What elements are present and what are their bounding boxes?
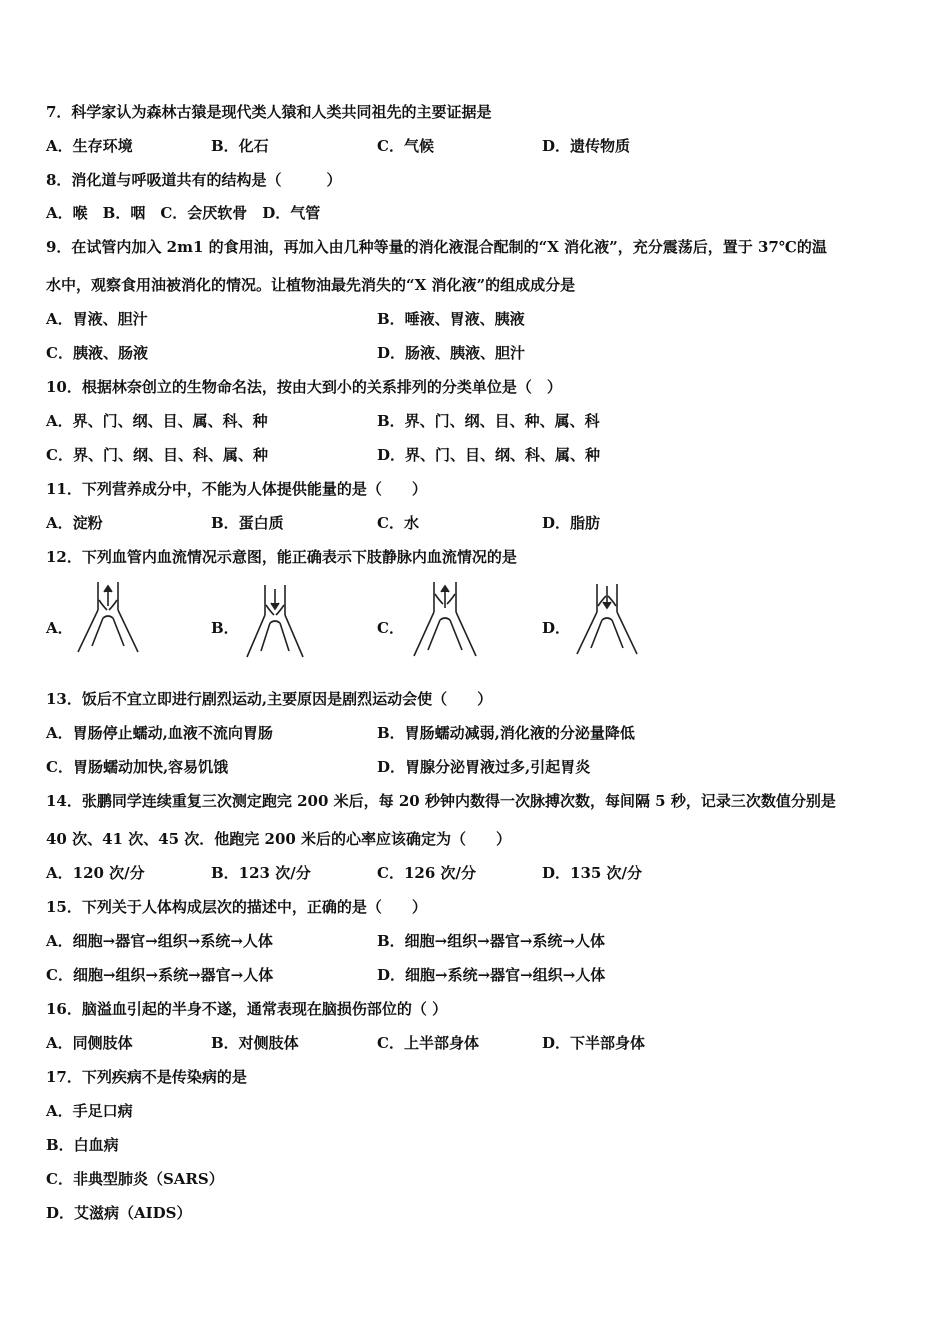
question-7-stem: 7．科学家认为森林古猿是现代类人猿和人类共同祖先的主要证据是 [46,103,492,121]
question-12-option-c[interactable]: C． [377,619,404,637]
question-7-option-a[interactable]: A．生存环境 [46,137,133,155]
question-14-stem-line-2: 40 次、41 次、45 次．他跑完 200 米后的心率应该确定为（ ） [46,830,512,848]
question-7-option-d[interactable]: D．遗传物质 [542,137,631,155]
question-16-option-c[interactable]: C．上半部身体 [377,1034,479,1052]
question-8-options[interactable]: A．喉 B．咽 C．会厌软骨 D．气管 [46,204,321,222]
question-15-stem: 15．下列关于人体构成层次的描述中，正确的是（ ） [46,898,427,916]
question-9-option-a[interactable]: A．胃液、胆汁 [46,310,148,328]
question-7-option-b[interactable]: B．化石 [211,137,269,155]
question-13-option-d[interactable]: D．胃腺分泌胃液过多,引起胃炎 [377,758,591,776]
question-10-option-c[interactable]: C．界、门、纲、目、科、属、种 [46,446,268,464]
question-17-stem: 17．下列疾病不是传染病的是 [46,1068,247,1086]
question-9-stem-line-1: 9．在试管内加入 2m1 的食用油，再加入由几种等量的消化液混合配制的“X 消化液”，充分震荡后，置于 37℃的温 [46,238,827,256]
question-16-option-b[interactable]: B．对侧肢体 [211,1034,299,1052]
question-12-option-d[interactable]: D． [542,619,571,637]
question-15-option-c[interactable]: C．细胞→组织→系统→器官→人体 [46,966,274,984]
question-14-stem-line-1: 14．张鹏同学连续重复三次测定跑完 200 米后，每 20 秒钟内数得一次脉搏次数，每间隔 5 秒，记录三次数值分别是 [46,792,836,810]
vessel-diagram-c [412,582,478,660]
question-13-option-a[interactable]: A．胃肠停止蠕动,血液不流向胃肠 [46,724,273,742]
question-10-option-b[interactable]: B．界、门、纲、目、种、属、科 [377,412,600,430]
question-16-option-d[interactable]: D．下半部身体 [542,1034,646,1052]
question-11-option-b[interactable]: B．蛋白质 [211,514,284,532]
question-17-option-a[interactable]: A．手足口病 [46,1102,133,1120]
question-12-option-a[interactable]: A． [46,619,73,637]
question-12-option-b[interactable]: B． [211,619,239,637]
question-16-stem: 16．脑溢血引起的半身不遂，通常表现在脑损伤部位的（ ） [46,1000,448,1018]
question-15-option-b[interactable]: B．细胞→组织→器官→系统→人体 [377,932,605,950]
question-11-option-d[interactable]: D．脂肪 [542,514,601,532]
question-13-option-b[interactable]: B．胃肠蠕动减弱,消化液的分泌量降低 [377,724,635,742]
question-7-option-c[interactable]: C．气候 [377,137,434,155]
question-13-stem: 13．饭后不宜立即进行剧烈运动,主要原因是剧烈运动会使（ ） [46,690,493,708]
question-9-option-b[interactable]: B．唾液、胃液、胰液 [377,310,525,328]
question-17-option-c[interactable]: C．非典型肺炎（SARS） [46,1170,224,1188]
vessel-diagram-b [243,585,307,659]
question-14-option-c[interactable]: C．126 次/分 [377,864,476,882]
question-10-option-a[interactable]: A．界、门、纲、目、属、科、种 [46,412,268,430]
vessel-diagram-a [76,582,140,656]
question-9-stem-line-2: 水中，观察食用油被消化的情况。让植物油最先消失的“X 消化液”的组成成分是 [46,276,576,294]
question-10-option-d[interactable]: D．界、门、目、纲、科、属、种 [377,446,601,464]
vessel-diagram-d [575,584,639,658]
question-17-option-d[interactable]: D．艾滋病（AIDS） [46,1204,192,1222]
question-16-option-a[interactable]: A．同侧肢体 [46,1034,133,1052]
question-13-option-c[interactable]: C．胃肠蠕动加快,容易饥饿 [46,758,229,776]
question-11-option-c[interactable]: C．水 [377,514,419,532]
question-12-stem: 12．下列血管内血流情况示意图，能正确表示下肢静脉内血流情况的是 [46,548,517,566]
question-15-option-d[interactable]: D．细胞→系统→器官→组织→人体 [377,966,606,984]
question-14-option-b[interactable]: B．123 次/分 [211,864,311,882]
question-9-option-d[interactable]: D．肠液、胰液、胆汁 [377,344,526,362]
question-14-option-d[interactable]: D．135 次/分 [542,864,643,882]
question-8-stem: 8．消化道与呼吸道共有的结构是（ ） [46,171,342,189]
question-10-stem: 10．根据林奈创立的生物命名法，按由大到小的关系排列的分类单位是（ ） [46,378,562,396]
question-9-option-c[interactable]: C．胰液、肠液 [46,344,148,362]
question-17-option-b[interactable]: B．白血病 [46,1136,119,1154]
question-11-stem: 11．下列营养成分中，不能为人体提供能量的是（ ） [46,480,427,498]
question-11-option-a[interactable]: A．淀粉 [46,514,103,532]
question-14-option-a[interactable]: A．120 次/分 [46,864,145,882]
question-15-option-a[interactable]: A．细胞→器官→组织→系统→人体 [46,932,273,950]
